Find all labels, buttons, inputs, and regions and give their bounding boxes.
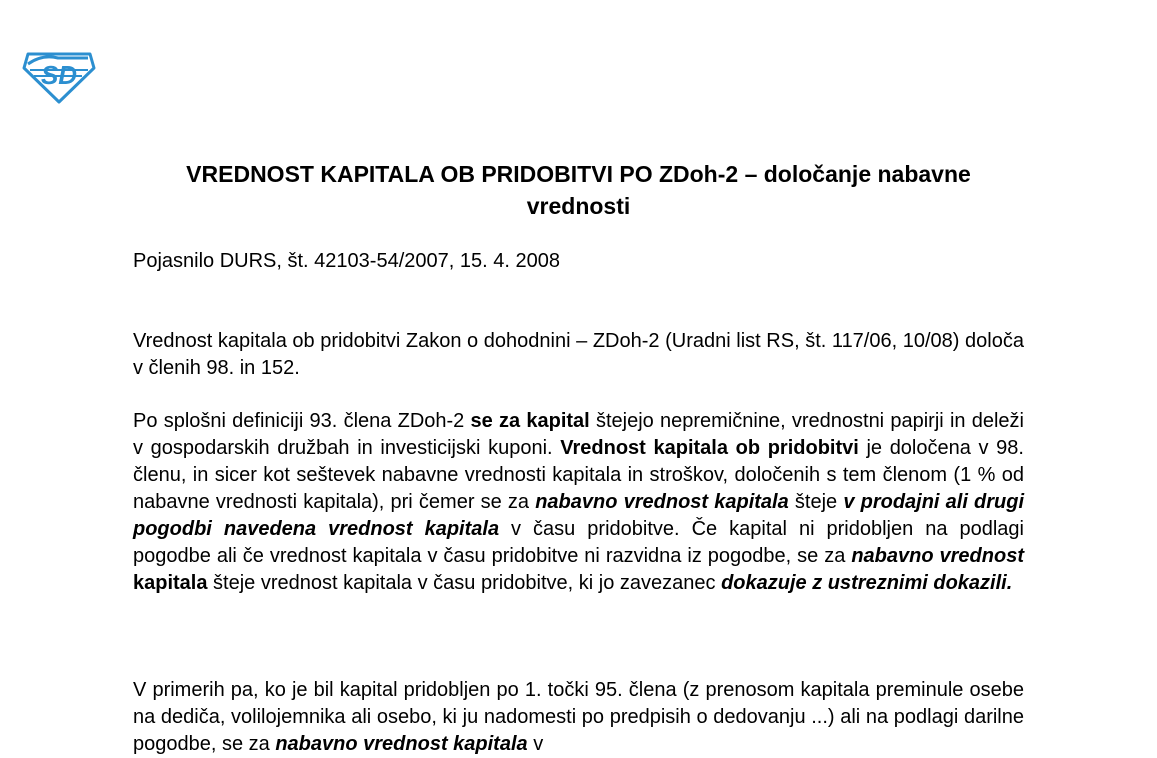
- paragraph-definition: [133, 408, 1024, 597]
- sd-shield-logo-icon: [22, 48, 96, 104]
- text-run: V primerih pa, ko je bil kapital pridobljen po 1. točki 95. člena (z prenosom kapitala preminule osebe na dediča, volilojemnika ali osebo, ki ju nadomesti po predpisih o dedovanju ...) ali na podlagi darilne pogodbe, se za: [133, 679, 1024, 755]
- text-run-bold-italic: nabavno vrednost kapitala: [535, 491, 789, 513]
- company-logo: [22, 48, 96, 104]
- text-run-bold: kapital: [526, 410, 590, 432]
- text-run-bold-italic: dokazuje z ustreznimi dokazili.: [721, 572, 1013, 594]
- text-run-bold-italic: v prodajni ali drugi pogodbi navedena vrednost kapitala: [133, 491, 1025, 540]
- paragraph-intro: Vrednost kapitala ob pridobitvi Zakon o dohodnini – ZDoh-2 (Uradni list RS, št. 117/06, 10/08) določa v členih 98. in 152.: [133, 330, 1024, 379]
- text-run: Po splošni definiciji 93. člena ZDoh-2: [133, 410, 471, 432]
- text-run: štejejo nepremičnine, vrednostni papirji in deleži v gospodarskih družbah in investicijski kuponi.: [133, 410, 1024, 459]
- text-run: šteje: [788, 491, 844, 513]
- text-run: v: [527, 733, 544, 755]
- text-run-bold: Vrednost kapitala ob pridobitvi: [560, 437, 859, 459]
- text-run-bold-italic: nabavno vrednost kapitala: [275, 733, 528, 755]
- document-title: VREDNOST KAPITALA OB PRIDOBITVI PO ZDoh-2 – določanje nabavne vrednosti: [186, 161, 971, 219]
- document-reference: Pojasnilo DURS, št. 42103-54/2007, 15. 4. 2008: [133, 250, 560, 272]
- text-run: je določena v 98. členu, in sicer kot seštevek nabavne vrednosti kapitala in stroškov, določenih s tem členom (1 % od nabavne vrednosti kapitala), pri čemer se za: [133, 437, 1024, 513]
- logo-text: SD: [40, 60, 78, 90]
- text-run: šteje vrednost kapitala v času pridobitve, ki jo zavezanec: [207, 572, 722, 594]
- text-run: v času pridobitve. Če kapital ni pridobljen na podlagi pogodbe ali če vrednost kapitala v času pridobitve ni razvidna iz pogodbe, se za: [133, 518, 1024, 567]
- text-run-bold-italic: nabavno vrednost: [851, 545, 1024, 567]
- text-run-bold: se za: [470, 410, 521, 432]
- text-run-bold: kapitala: [133, 572, 208, 594]
- paragraph-inheritance: [133, 677, 1024, 758]
